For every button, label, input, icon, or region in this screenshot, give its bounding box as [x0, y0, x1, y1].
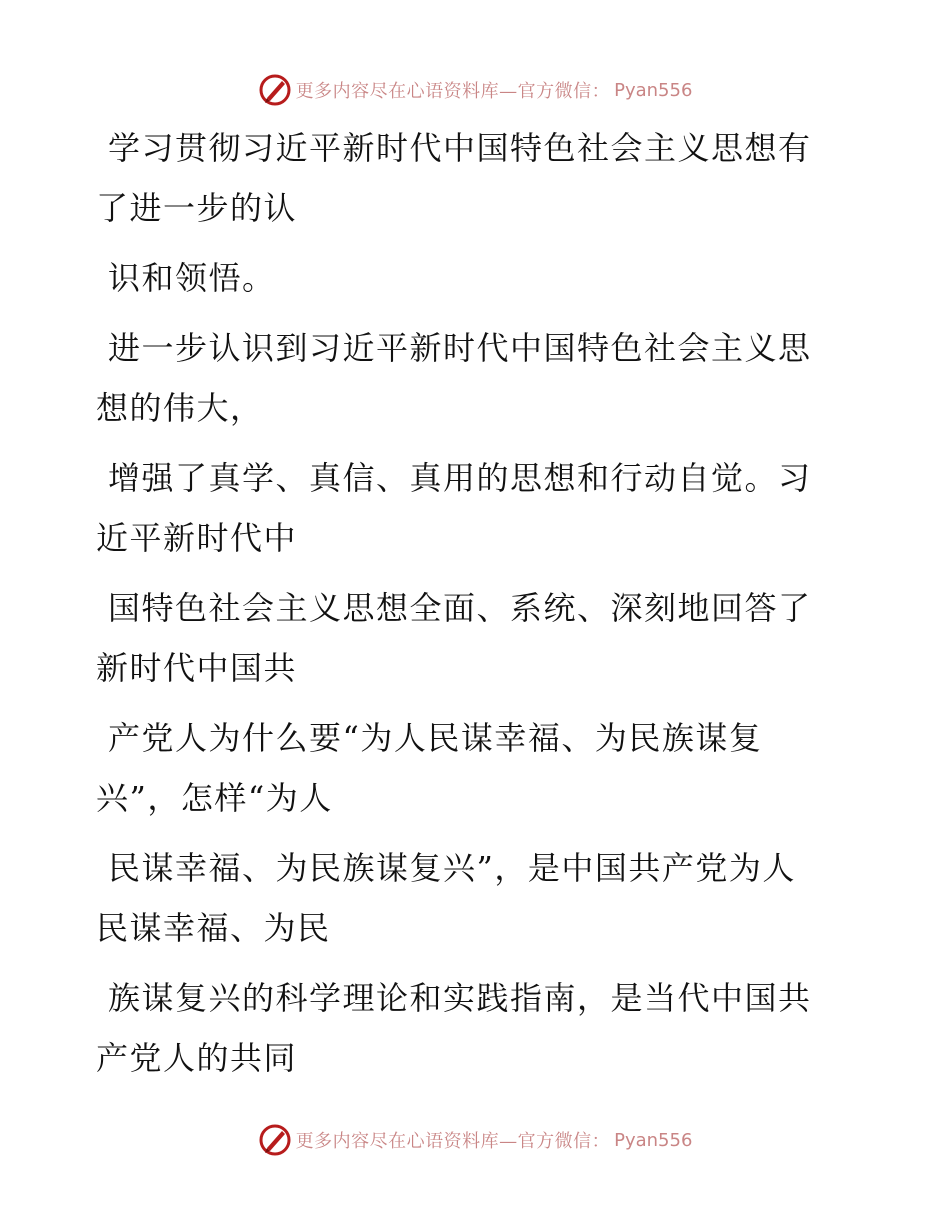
paragraph	[96, 248, 836, 308]
paragraph-line: 产党人为什么要“为人民谋幸福、为民族谋复	[108, 719, 763, 757]
paragraph	[96, 448, 836, 568]
pen-logo-icon	[258, 1123, 292, 1157]
footer-wechat-id: Pyan556	[614, 1129, 693, 1151]
paragraph-line: 进一步认识到习近平新时代中国特色社会主义思	[108, 329, 812, 367]
paragraph-line: 增强了真学、真信、真用的思想和行动自觉。习	[108, 459, 812, 497]
footer-banner	[0, 1120, 950, 1160]
header-banner-text: 更多内容尽在心语资料库—官方微信：	[295, 81, 611, 102]
paragraph-line: 族谋复兴的科学理论和实践指南，是当代中国共	[108, 979, 812, 1017]
paragraph-line: 民谋幸福、为民	[96, 909, 331, 947]
paragraph-line: 学习贯彻习近平新时代中国特色社会主义思想有	[108, 129, 812, 167]
paragraph	[96, 318, 836, 438]
paragraph-line: 兴”，怎样“为人	[96, 779, 333, 817]
pen-logo-icon	[258, 73, 292, 107]
paragraph	[96, 578, 836, 698]
paragraph	[96, 838, 836, 958]
paragraph-line: 识和领悟。	[108, 259, 276, 297]
document-body	[96, 118, 836, 1098]
footer-banner-text: 更多内容尽在心语资料库—官方微信：	[295, 1131, 611, 1152]
paragraph-line: 了进一步的认	[96, 189, 298, 227]
header-banner	[0, 70, 950, 110]
paragraph	[96, 708, 836, 828]
paragraph-line: 想的伟大，	[96, 389, 264, 427]
paragraph	[96, 968, 836, 1088]
paragraph	[96, 118, 836, 238]
header-wechat-id: Pyan556	[614, 79, 693, 101]
paragraph-line: 产党人的共同	[96, 1039, 298, 1077]
paragraph-line: 国特色社会主义思想全面、系统、深刻地回答了	[108, 589, 812, 627]
paragraph-line: 近平新时代中	[96, 519, 298, 557]
paragraph-line: 民谋幸福、为民族谋复兴”，是中国共产党为人	[108, 849, 796, 887]
paragraph-line: 新时代中国共	[96, 649, 298, 687]
